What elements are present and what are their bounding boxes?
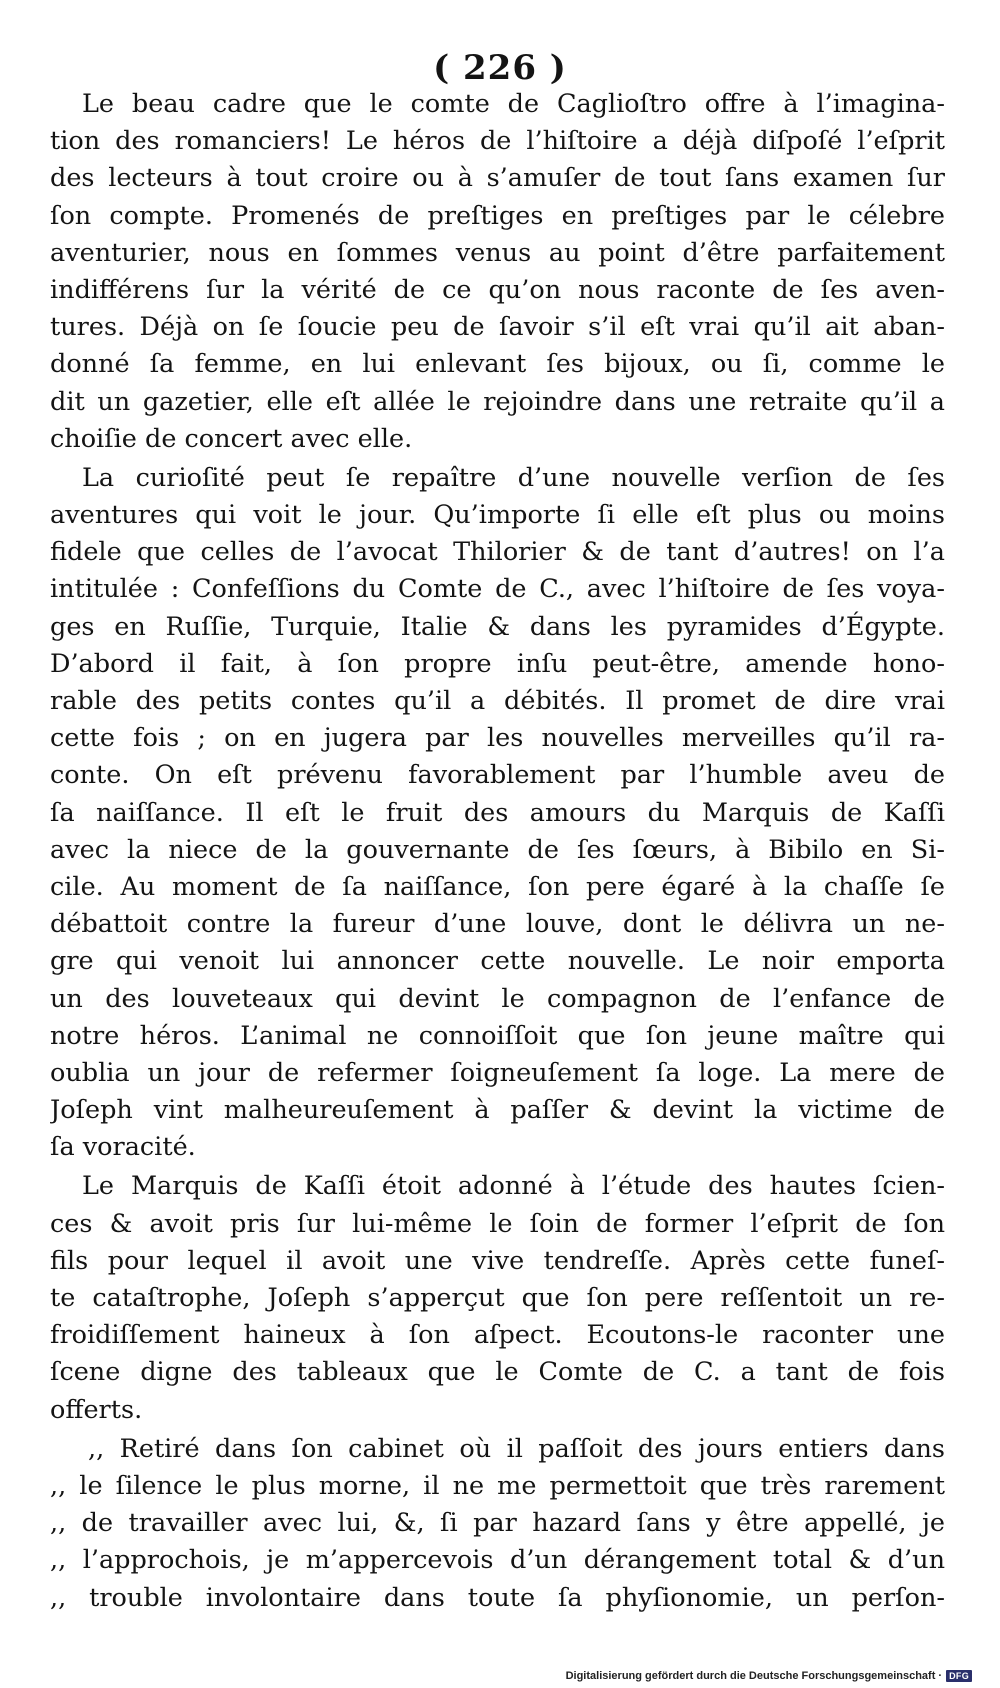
text-line: ſa voracité.	[50, 1132, 196, 1163]
text-line: ces & avoit pris ſur lui-même le ſoin de former l’eſprit de ſon	[50, 1208, 945, 1239]
text-line: ſa naiſſance. Il eſt le fruit des amours du Marquis de Kaſſi	[50, 797, 945, 828]
text-line: ſcene digne des tableaux que le Comte de C. a tant de fois	[50, 1357, 945, 1388]
text-line: conte. On eſt prévenu favorablement par l’humble aveu de	[50, 760, 945, 791]
text-line: dit un gazetier, elle eſt allée le rejoindre dans une retraite qu’il a	[50, 386, 945, 417]
text-line: La curioſité peut ſe repaître d’une nouvelle verſion de ſes	[82, 462, 945, 493]
text-line: aventures qui voit le jour. Qu’importe ſi elle eſt plus ou moins	[50, 500, 945, 531]
text-line: D’abord il fait, à ſon propre inſu peut-être, amende hono-	[50, 648, 945, 679]
text-line: donné ſa femme, en lui enlevant ſes bijoux, ou ſi, comme le	[50, 349, 945, 380]
text-line: te cataſtrophe, Joſeph s’apperçut que ſon pere reſſentoit un re-	[50, 1283, 945, 1313]
text-line: ges en Ruſſie, Turquie, Italie & dans les pyramides d’Égypte.	[50, 611, 945, 642]
text-line: indifférens ſur la vérité de ce qu’on nous raconte de ſes aven-	[50, 274, 945, 305]
text-line: un des louveteaux qui devint le compagnon de l’enfance de	[50, 983, 945, 1014]
text-line: oublia un jour de refermer ſoigneuſement ſa loge. La mere de	[50, 1057, 945, 1088]
credit-text: Digitalisierung gefördert durch die Deutsche Forschungsgemeinschaft ·	[565, 1670, 943, 1682]
text-line: fils pour lequel il avoit une vive tendreſſe. Après cette funeſ-	[50, 1245, 945, 1276]
text-line: froidiſſement haineux à ſon aſpect. Ecoutons-le raconter une	[50, 1320, 945, 1351]
text-line: cile. Au moment de ſa naiſſance, ſon pere égaré à la chaſſe ſe	[50, 871, 945, 902]
text-line: débattoit contre la fureur d’une louve, dont le délivra un ne-	[50, 909, 945, 940]
text-line: gre qui venoit lui annoncer cette nouvelle. Le noir emporta	[50, 946, 945, 977]
text-line: ,, le ſilence le plus morne, il ne me permettoit que très rarement	[50, 1470, 945, 1501]
text-line: choiſie de concert avec elle.	[50, 423, 413, 454]
text-line: ,, l’approchois, je m’appercevois d’un dérangement total & d’un	[50, 1545, 945, 1576]
text-line: des lecteurs à tout croire ou à s’amuſer de tout ſans examen ſur	[50, 163, 945, 194]
text-line: avec la niece de la gouvernante de ſes ſœurs, à Bibilo en Si-	[50, 834, 945, 865]
text-line: Le Marquis de Kaſſi étoit adonné à l’étude des hautes ſcien-	[82, 1171, 945, 1202]
text-line: Le beau cadre que le comte de Caglioſtro offre à l’imagina-	[82, 89, 945, 119]
text-line: ,, Retiré dans ſon cabinet où il paſſoit des jours entiers dans	[88, 1433, 945, 1464]
text-line: ,, de travailler avec lui, &, ſi par hazard ſans y être appellé, je	[50, 1508, 945, 1539]
text-line: Joſeph vint malheureuſement à paſſer & devint la victime de	[50, 1095, 945, 1126]
text-line: notre héros. L’animal ne connoiſſoit que ſon jeune maître qui	[50, 1020, 945, 1051]
page-number: ( 226 )	[433, 48, 567, 88]
text-line: tures. Déjà on ſe ſoucie peu de ſavoir s’il eſt vrai qu’il ait aban-	[50, 312, 945, 343]
page-body-text	[50, 86, 945, 1617]
text-line: fidele que celles de l’avocat Thilorier & de tant d’autres! on l’a	[50, 537, 945, 568]
text-line: ſon compte. Promenés de preſtiges en preſtiges par le célebre	[50, 200, 945, 231]
text-line: cette fois ; on en jugera par les nouvelles merveilles qu’il ra-	[50, 723, 945, 754]
dfg-logo-icon: DFG	[946, 1670, 972, 1682]
text-line: aventurier, nous en ſommes venus au point d’être parfaitement	[50, 237, 945, 268]
text-line: offerts.	[50, 1394, 143, 1425]
text-line: ,, trouble involontaire dans toute ſa phyſionomie, un perſon-	[50, 1582, 945, 1613]
text-line: tion des romanciers! Le héros de l’hiſtoire a déjà diſpoſé l’eſprit	[50, 126, 945, 157]
text-line: intitulée : Confeſſions du Comte de C., avec l’hiſtoire de ſes voya-	[50, 574, 945, 605]
text-line: rable des petits contes qu’il a débités. Il promet de dire vrai	[50, 686, 945, 716]
digitization-credit	[566, 1670, 972, 1682]
